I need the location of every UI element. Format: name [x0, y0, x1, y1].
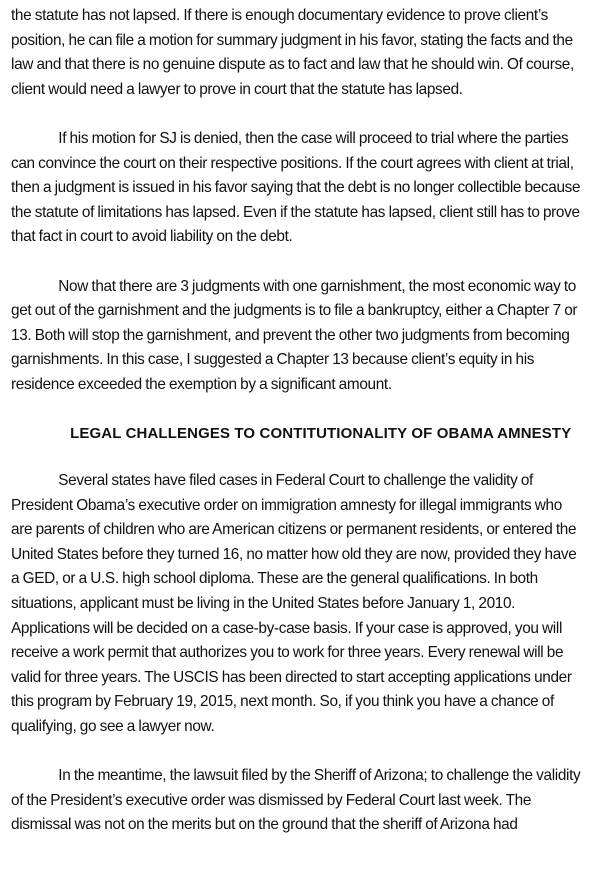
- document-page: [11, 4, 586, 838]
- paragraph-statute-continued: the statute has not lapsed. If there is enough documentary evidence to prove client’s position, he can file a motion for summary judgment in his favor, stating the facts and the law and that there is no genuine dispute as to fact and law that he should win. Of course, client would need a lawyer to prove in court that the statute has lapsed.: [11, 7, 574, 98]
- paragraph-bankruptcy-option: Now that there are 3 judgments with one garnishment, the most economic way to get out of the garnishment and the judgments is to file a bankruptcy, either a Chapter 7 or 13. Both will stop the garnishment, and prevent the other two judgments from becoming garnishments. In this case, I suggested a Chapter 13 because client’s equity in his residence exceeded the exemption by a significant amount.: [11, 277, 578, 393]
- paragraph-states-challenge: Several states have filed cases in Federal Court to challenge the validity of President Obama’s executive order on immigration amnesty for illegal immigrants who are parents of children who are American citizens or permanent residents, or entered the United States before they turned 16, no matter how old they are now, provided they have a GED, or a U.S. high school diploma. These are the general qualifications. In both situations, applicant must be living in the United States before January 1, 2010. Applications will be decided on a case-by-case basis. If your case is approved, you will receive a work permit that authorizes you to work for three years. Every renewal will be valid for three years. The USCIS has been directed to start accepting applications under this program by February 19, 2015, next month. So, if you think you have a chance of qualifying, go see a lawyer now.: [11, 472, 577, 736]
- paragraph-sheriff-lawsuit: In the meantime, the lawsuit filed by the Sheriff of Arizona; to challenge the validity of the President’s executive order was dismissed by Federal Court last week. The dismissal was not on the merits but on the ground that the sheriff of Arizona had: [11, 767, 581, 834]
- paragraph-summary-judgment-denied: If his motion for SJ is denied, then the case will proceed to trial where the parties can convince the court on their respective positions. If the court agrees with client at trial, then a judgment is issued in his favor saying that the debt is no longer collectible because the statute of limitations has lapsed. Even if the statute has lapsed, client still has to prove that fact in court to avoid liability on the debt.: [11, 129, 581, 246]
- section-heading: LEGAL CHALLENGES TO CONTITUTIONALITY OF OBAMA AMNESTY: [70, 424, 572, 442]
